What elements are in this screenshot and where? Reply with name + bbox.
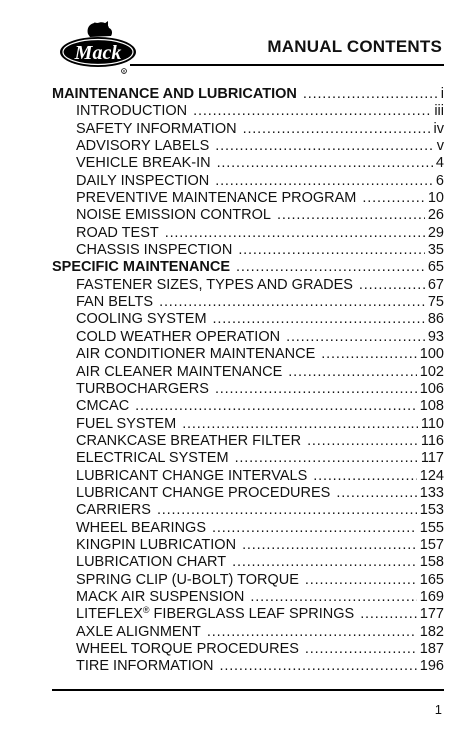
toc-entry <box>52 155 444 172</box>
toc-entry-title: AIR CONDITIONER MAINTENANCE <box>76 346 316 363</box>
toc-entry <box>52 450 444 467</box>
page-title: MANUAL CONTENTS <box>267 37 442 56</box>
toc-entry <box>52 624 444 641</box>
toc-page-number: 86 <box>427 311 444 328</box>
toc-entry <box>52 554 444 571</box>
registered-mark: ® <box>142 605 150 616</box>
toc-page-number: 158 <box>419 554 444 571</box>
toc-entry-title: COLD WEATHER OPERATION <box>76 328 281 345</box>
toc-entry <box>52 468 444 485</box>
dot-leader <box>212 520 417 537</box>
toc-entry <box>52 207 444 224</box>
toc-page-number: 153 <box>419 502 444 519</box>
dot-leader <box>307 433 418 450</box>
toc-entry <box>52 572 444 589</box>
toc-entry-title: MAINTENANCE AND LUBRICATION <box>52 86 297 102</box>
toc-entry-title: TIRE INFORMATION <box>76 658 214 675</box>
dot-leader <box>360 606 417 623</box>
dot-leader <box>215 173 433 190</box>
dot-leader <box>135 398 417 415</box>
toc-entry <box>52 502 444 519</box>
toc-entry-title: INTRODUCTION <box>76 103 188 120</box>
toc-entry-title: ROAD TEST <box>76 224 159 241</box>
dot-leader <box>242 537 417 554</box>
toc-entry-title: AXLE ALIGNMENT <box>76 623 201 640</box>
toc-entry-title: LUBRICATION CHART <box>76 554 227 571</box>
toc-page-number: 67 <box>427 276 444 293</box>
toc-entry-title: KINGPIN LUBRICATION <box>76 536 237 553</box>
toc-entry-title: CARRIERS <box>76 502 151 519</box>
toc-page-number: 100 <box>419 346 444 363</box>
toc-entry-title: CHASSIS INSPECTION <box>76 242 233 259</box>
dot-leader <box>215 381 417 398</box>
toc-entry-title: SAFETY INFORMATION <box>76 120 237 137</box>
toc-entry-title: AIR CLEANER MAINTENANCE <box>76 363 283 380</box>
dot-leader <box>277 207 425 224</box>
toc-section <box>52 259 444 276</box>
toc-entry-title: LUBRICANT CHANGE PROCEDURES <box>76 484 331 501</box>
header-rule <box>130 64 444 66</box>
toc-page-number: 106 <box>419 380 444 397</box>
toc-page-number: iii <box>434 103 444 120</box>
dot-leader <box>321 346 417 363</box>
toc-section <box>52 86 444 103</box>
toc-page-number: 29 <box>427 224 444 241</box>
toc-entry <box>52 416 444 433</box>
table-of-contents <box>52 86 444 676</box>
toc-entry-title: FAN BELTS <box>76 294 154 311</box>
dot-leader <box>243 121 431 138</box>
toc-entry <box>52 658 444 675</box>
dot-leader <box>359 277 425 294</box>
toc-page-number: 187 <box>419 641 444 657</box>
toc-page-number: i <box>440 86 444 102</box>
toc-entry-title: COOLING SYSTEM <box>76 311 207 328</box>
toc-entry <box>52 121 444 138</box>
toc-entry <box>52 398 444 415</box>
toc-entry <box>52 138 444 155</box>
dot-leader <box>219 658 416 675</box>
dot-leader <box>193 103 431 120</box>
dot-leader <box>313 468 417 485</box>
toc-entry-title: DAILY INSPECTION <box>76 172 210 189</box>
dot-leader <box>217 155 433 172</box>
dot-leader <box>286 329 425 346</box>
dot-leader <box>236 259 425 276</box>
footer-rule <box>52 689 444 691</box>
dot-leader <box>288 364 417 381</box>
toc-entry-title: VEHICLE BREAK-IN <box>76 155 211 172</box>
toc-entry <box>52 225 444 242</box>
toc-entry <box>52 103 444 120</box>
page-header <box>52 20 444 84</box>
dot-leader <box>305 572 417 589</box>
toc-entry-title: LITEFLEX® FIBERGLASS LEAF SPRINGS <box>76 605 355 623</box>
toc-page-number: 177 <box>419 606 444 623</box>
toc-page-number: 165 <box>419 571 444 588</box>
logo-wordmark: Mack <box>74 42 122 64</box>
toc-entry-title: TURBOCHARGERS <box>76 380 209 397</box>
toc-entry <box>52 346 444 363</box>
toc-page-number: 75 <box>427 294 444 311</box>
toc-entry-title: ELECTRICAL SYSTEM <box>76 450 229 467</box>
toc-entry <box>52 520 444 537</box>
toc-page-number: 26 <box>427 207 444 224</box>
toc-entry <box>52 641 444 658</box>
toc-entry <box>52 381 444 398</box>
toc-page-number: 110 <box>420 415 444 432</box>
toc-page-number: 133 <box>419 484 444 501</box>
toc-entry <box>52 277 444 294</box>
toc-entry-title: ADVISORY LABELS <box>76 138 210 155</box>
toc-entry <box>52 537 444 554</box>
toc-page-number: 102 <box>419 363 444 380</box>
toc-page-number: 116 <box>420 432 444 449</box>
toc-entry-title: NOISE EMISSION CONTROL <box>76 207 271 224</box>
toc-entry-title: FUEL SYSTEM <box>76 415 177 432</box>
toc-page-number: 117 <box>420 450 444 467</box>
toc-entry-title: MACK AIR SUSPENSION <box>76 588 245 605</box>
dot-leader <box>362 190 424 207</box>
dot-leader <box>159 294 425 311</box>
toc-entry <box>52 364 444 381</box>
toc-entry <box>52 190 444 207</box>
toc-page-number: 6 <box>435 172 444 189</box>
dot-leader <box>213 311 425 328</box>
dot-leader <box>207 624 417 641</box>
toc-page-number: 157 <box>419 536 444 553</box>
toc-page-number: 35 <box>427 242 444 259</box>
toc-page-number: 93 <box>427 328 444 345</box>
toc-page-number: 65 <box>427 259 444 276</box>
toc-entry-title: CRANKCASE BREATHER FILTER <box>76 432 302 449</box>
toc-entry-title: FASTENER SIZES, TYPES AND GRADES <box>76 276 353 293</box>
toc-entry-title: WHEEL BEARINGS <box>76 519 206 536</box>
page-number: 1 <box>434 702 442 717</box>
toc-entry <box>52 173 444 190</box>
toc-page-number: 155 <box>419 519 444 536</box>
toc-entry <box>52 294 444 311</box>
toc-entry <box>52 606 444 623</box>
toc-entry <box>52 329 444 346</box>
toc-entry-title: CMCAC <box>76 398 130 415</box>
toc-page-number: v <box>436 138 444 155</box>
toc-page-number: 108 <box>419 398 444 415</box>
toc-page-number: 10 <box>427 190 444 207</box>
toc-entry-title: WHEEL TORQUE PROCEDURES <box>76 641 299 657</box>
toc-entry-title: LUBRICANT CHANGE INTERVALS <box>76 467 308 484</box>
toc-page-number: 196 <box>419 658 444 675</box>
mack-logo <box>52 20 162 82</box>
toc-page-number: 124 <box>419 467 444 484</box>
dot-leader <box>215 138 433 155</box>
toc-page-number: 182 <box>419 623 444 640</box>
dot-leader <box>165 225 425 242</box>
dot-leader <box>157 502 417 519</box>
toc-page-number: 169 <box>419 588 444 605</box>
toc-entry <box>52 311 444 328</box>
dot-leader <box>182 416 418 433</box>
toc-entry-title: PREVENTIVE MAINTENANCE PROGRAM <box>76 190 357 207</box>
dot-leader <box>235 450 418 467</box>
dot-leader <box>232 554 417 571</box>
toc-entry <box>52 589 444 606</box>
toc-page-number: 4 <box>435 155 444 172</box>
toc-entry-title: SPRING CLIP (U-BOLT) TORQUE <box>76 571 299 588</box>
dot-leader <box>238 242 425 259</box>
toc-entry <box>52 485 444 502</box>
svg-text:R: R <box>122 69 126 74</box>
toc-entry-title: SPECIFIC MAINTENANCE <box>52 259 231 276</box>
dot-leader <box>305 641 417 658</box>
toc-page-number: iv <box>433 120 444 137</box>
toc-entry <box>52 242 444 259</box>
dot-leader <box>303 86 438 103</box>
dot-leader <box>336 485 416 502</box>
dot-leader <box>250 589 416 606</box>
toc-entry <box>52 433 444 450</box>
